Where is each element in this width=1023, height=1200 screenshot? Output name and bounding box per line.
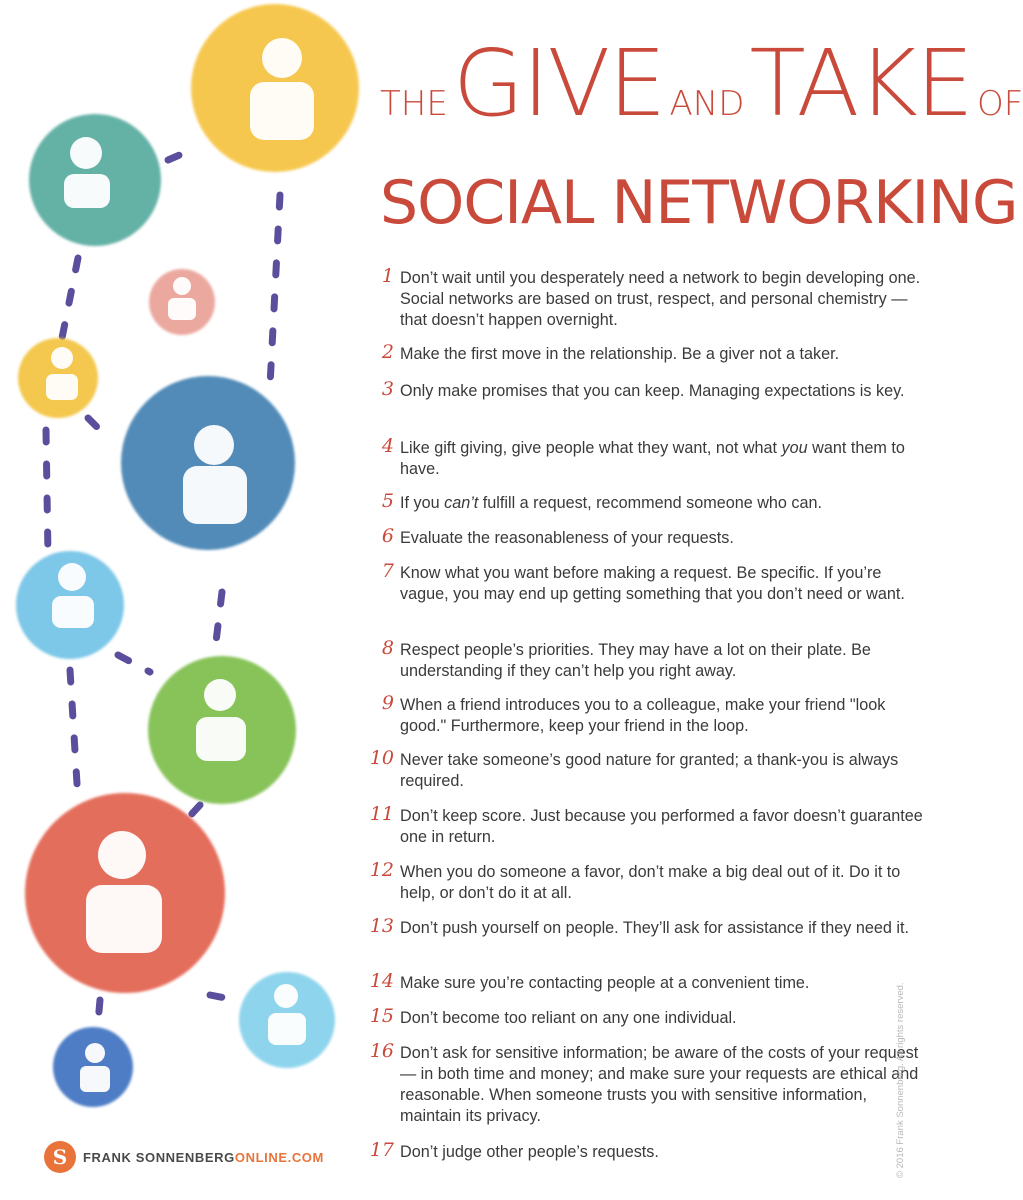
tip-text bbox=[400, 974, 809, 992]
tip-text bbox=[400, 863, 900, 902]
tip-text-segment: Make sure you’re contacting people at a convenient time. bbox=[400, 974, 810, 992]
title-the: THE bbox=[380, 84, 448, 124]
tip-item bbox=[368, 803, 925, 848]
person-bubble bbox=[121, 376, 295, 550]
tip-number: 15 bbox=[369, 1005, 394, 1027]
tip-text bbox=[400, 269, 920, 329]
tip-text-segment: Don’t become too reliant on any one individual. bbox=[400, 1009, 737, 1027]
title-and: AND bbox=[669, 84, 745, 124]
connector-line bbox=[215, 592, 222, 650]
connector-line bbox=[118, 655, 150, 672]
tip-text bbox=[400, 641, 871, 680]
person-bubble bbox=[16, 551, 124, 659]
tip-number: 8 bbox=[381, 637, 394, 659]
logo-badge-icon: S bbox=[44, 1141, 76, 1173]
tip-text-segment: When you do someone a favor, don’t make a big deal out of it. Do it to help, or don’t do it at all. bbox=[400, 863, 901, 902]
tip-text bbox=[400, 696, 885, 735]
tip-text bbox=[400, 494, 822, 512]
tip-item bbox=[368, 560, 925, 605]
tip-number: 5 bbox=[381, 490, 394, 512]
person-bubble bbox=[239, 972, 335, 1068]
connector-line bbox=[62, 258, 78, 338]
tip-text bbox=[400, 1143, 659, 1161]
tip-emphasis: you bbox=[781, 439, 808, 457]
tip-text-segment: Never take someone’s good nature for granted; a thank-you is always required. bbox=[400, 751, 899, 790]
tip-text-segment: Respect people’s priorities. They may have a lot on their plate. Be understanding if they can’t help you right away. bbox=[400, 641, 871, 680]
tip-item bbox=[368, 637, 925, 682]
tip-text bbox=[400, 439, 905, 478]
tip-text-segment: Don’t keep score. Just because you performed a favor doesn’t guarantee one in return. bbox=[400, 807, 923, 846]
tip-number: 4 bbox=[381, 435, 394, 457]
tip-number: 6 bbox=[381, 525, 394, 547]
tip-item bbox=[368, 1040, 925, 1127]
tip-number: 10 bbox=[369, 747, 394, 769]
tip-number: 3 bbox=[381, 378, 394, 400]
logo-text-name: FRANK SONNENBERG bbox=[83, 1149, 235, 1165]
tip-item bbox=[368, 1005, 925, 1029]
connector-line bbox=[98, 1000, 100, 1022]
tip-item bbox=[368, 435, 925, 480]
tip-item bbox=[368, 747, 925, 792]
tip-text-segment: Only make promises that you can keep. Managing expectations is key. bbox=[400, 382, 905, 400]
tip-number: 9 bbox=[381, 692, 394, 714]
tip-text bbox=[400, 1009, 737, 1027]
tip-text bbox=[400, 529, 734, 547]
title-of: OF bbox=[977, 84, 1023, 124]
person-bubble bbox=[18, 338, 98, 418]
logo-text bbox=[83, 1150, 324, 1165]
connector-line bbox=[188, 805, 200, 818]
tip-number: 7 bbox=[381, 560, 394, 582]
connector-line bbox=[88, 418, 110, 440]
title-line-1 bbox=[380, 30, 1023, 137]
logo-text-domain: ONLINE.COM bbox=[234, 1149, 324, 1165]
tip-text-segment: Don’t judge other people’s requests. bbox=[400, 1143, 659, 1161]
tip-number: 1 bbox=[381, 265, 394, 287]
tip-item bbox=[368, 915, 925, 939]
connector-line bbox=[46, 430, 48, 556]
tip-text-segment: Don’t ask for sensitive information; be aware of the costs of your request — in both time and money; and make sure your requests are ethical and reasonable. When someone trusts you with sensitive information, maintain its privacy. bbox=[400, 1044, 919, 1125]
title-take: TAKE bbox=[749, 30, 972, 137]
tip-number: 11 bbox=[369, 803, 394, 825]
tip-item bbox=[368, 692, 925, 737]
tip-text-segment: Know what you want before making a request. Be specific. If you’re vague, you may end up getting something that you don’t need or want. bbox=[400, 564, 905, 603]
tip-text bbox=[400, 345, 839, 363]
tip-text bbox=[400, 564, 905, 603]
title-line-2: SOCIAL NETWORKING bbox=[380, 168, 1018, 238]
tip-text-segment: want them to have. bbox=[400, 439, 905, 478]
tip-number: 14 bbox=[369, 970, 394, 992]
copyright-notice: © 2016 Frank Sonnenberg. All rights reserved. bbox=[895, 982, 906, 1178]
person-bubble bbox=[148, 656, 296, 804]
connector-line bbox=[70, 670, 78, 800]
connector-line bbox=[168, 147, 198, 160]
tip-text-segment: Don’t push yourself on people. They’ll ask for assistance if they need it. bbox=[400, 919, 909, 937]
tip-text bbox=[400, 807, 923, 846]
person-bubble bbox=[25, 793, 225, 993]
person-bubble bbox=[53, 1027, 133, 1107]
tip-number: 17 bbox=[369, 1139, 394, 1161]
tip-item bbox=[368, 525, 925, 549]
tip-text bbox=[400, 382, 904, 400]
tip-number: 2 bbox=[381, 341, 394, 363]
tip-item bbox=[368, 1139, 925, 1163]
tip-item bbox=[368, 859, 925, 904]
person-bubble bbox=[191, 4, 359, 172]
tip-emphasis: can’t bbox=[444, 494, 479, 512]
person-bubble bbox=[149, 269, 215, 335]
tip-text-segment: fulfill a request, recommend someone who can. bbox=[478, 494, 823, 512]
tip-text-segment: Don’t wait until you desperately need a network to begin developing one. Social networks are based on trust, respect, and personal chemistry — that doesn’t happen overnight. bbox=[400, 269, 921, 329]
logo bbox=[44, 1140, 324, 1174]
tip-number: 12 bbox=[369, 859, 394, 881]
connector-line bbox=[270, 195, 280, 385]
network-illustration bbox=[0, 0, 360, 1200]
tip-item bbox=[368, 341, 925, 365]
tip-text-segment: When a friend introduces you to a colleague, make your friend "look good." Furthermore, keep your friend in the loop. bbox=[400, 696, 886, 735]
tip-text-segment: If you bbox=[400, 494, 445, 512]
tip-text bbox=[400, 751, 898, 790]
tip-number: 16 bbox=[369, 1040, 394, 1062]
tip-text-segment: Evaluate the reasonableness of your requests. bbox=[400, 529, 734, 547]
tip-text bbox=[400, 919, 909, 937]
tip-item bbox=[368, 490, 925, 514]
tip-text bbox=[400, 1044, 918, 1125]
tip-text-segment: Like gift giving, give people what they want, not what bbox=[400, 439, 782, 457]
person-bubble bbox=[29, 114, 161, 246]
title-give: GIVE bbox=[452, 30, 665, 137]
connector-line bbox=[210, 995, 236, 1000]
tip-item bbox=[368, 265, 925, 331]
tip-item bbox=[368, 970, 925, 994]
tip-item bbox=[368, 378, 925, 402]
tip-text-segment: Make the first move in the relationship. Be a giver not a taker. bbox=[400, 345, 840, 363]
tip-number: 13 bbox=[369, 915, 394, 937]
